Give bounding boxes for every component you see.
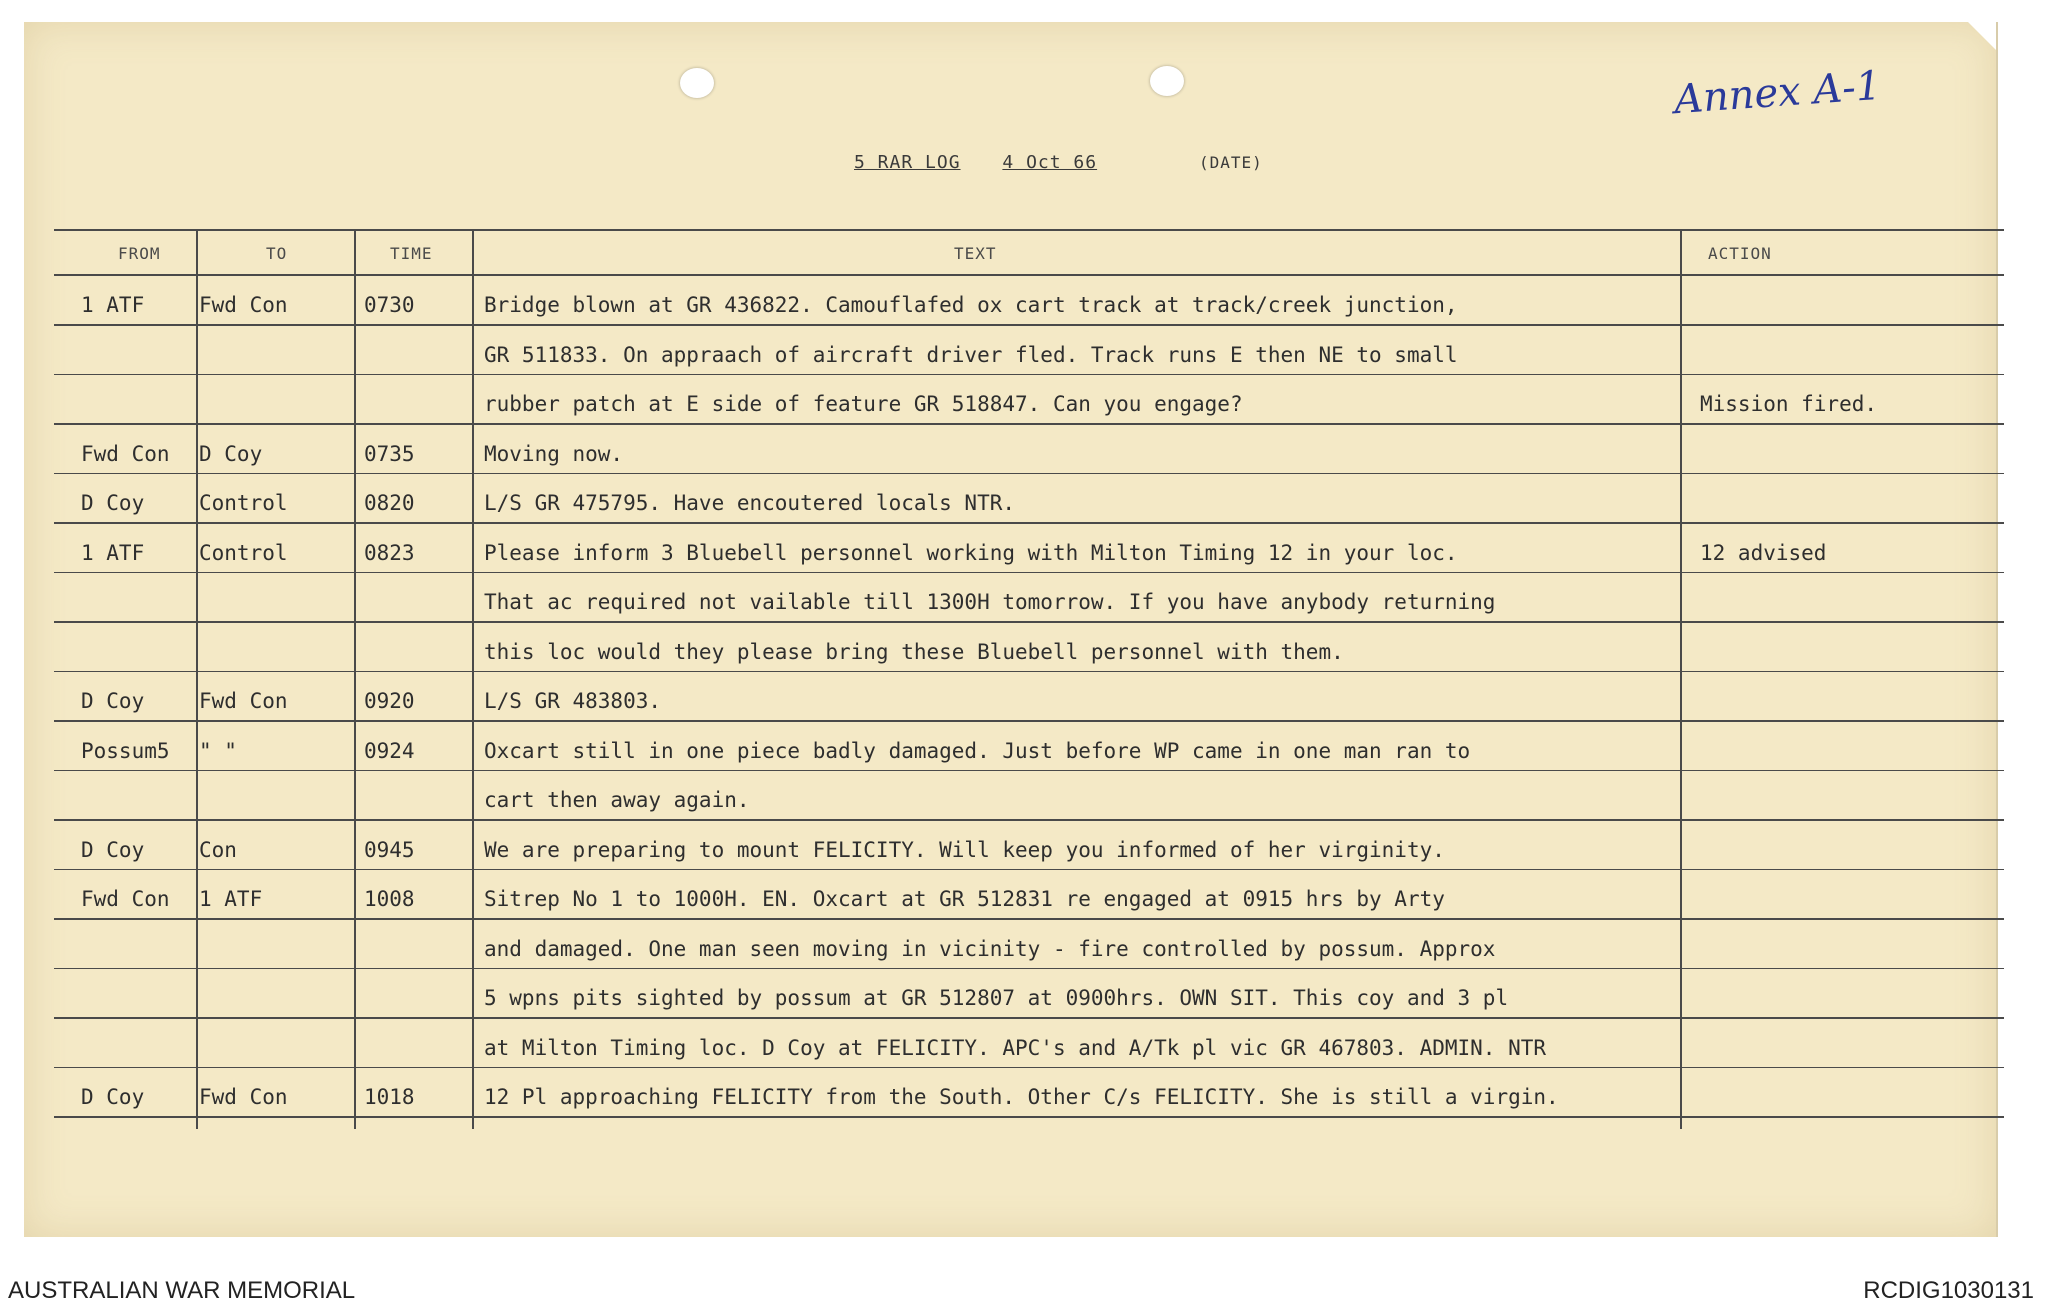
row-time: 1008 xyxy=(364,887,415,911)
row-rule xyxy=(54,1067,2004,1069)
row-text: cart then away again. xyxy=(484,788,750,812)
row-rule xyxy=(54,473,2004,475)
row-rule xyxy=(54,423,2004,425)
table-row xyxy=(24,475,1996,525)
row-rule xyxy=(54,374,2004,376)
row-from: D Coy xyxy=(81,1085,145,1109)
row-to: Fwd Con xyxy=(199,293,288,317)
row-to: Fwd Con xyxy=(199,689,288,713)
row-rule xyxy=(54,1116,2004,1118)
row-rule xyxy=(54,720,2004,722)
date-label: (DATE) xyxy=(1198,153,1263,172)
row-time: 0823 xyxy=(364,540,415,565)
row-text: L/S GR 475795. Have encoutered locals NTR. xyxy=(484,491,1016,515)
table-row xyxy=(24,723,1996,773)
log-header xyxy=(854,152,1263,173)
table-row xyxy=(24,277,1996,327)
row-text: 5 wpns pits sighted by possum at GR 512807 at 0900hrs. OWN SIT. This coy and 3 pl xyxy=(484,986,1509,1010)
row-from: Possum5 xyxy=(81,738,170,763)
row-time: 0924 xyxy=(364,738,415,763)
row-text: Moving now. xyxy=(484,441,624,466)
log-date: 4 Oct 66 xyxy=(1002,152,1098,173)
row-rule xyxy=(54,770,2004,772)
table-top-rule xyxy=(54,229,2004,231)
row-rule xyxy=(54,621,2004,623)
row-text: Please inform 3 Bluebell personnel working with Milton Timing 12 in your loc. xyxy=(484,540,1458,565)
row-text: this loc would they please bring these Bluebell personnel with them. xyxy=(484,639,1344,664)
col-header-time: TIME xyxy=(390,244,433,263)
table-row xyxy=(24,327,1996,377)
table-row xyxy=(24,426,1996,476)
row-rule xyxy=(54,572,2004,574)
table-row xyxy=(24,624,1996,674)
row-time: 0735 xyxy=(364,441,415,466)
row-text: rubber patch at E side of feature GR 518847. Can you engage? xyxy=(484,392,1243,416)
table-row xyxy=(24,1020,1996,1070)
row-action: Mission fired. xyxy=(1700,392,1878,416)
row-from: Fwd Con xyxy=(81,887,170,911)
folded-corner xyxy=(1968,22,1996,50)
row-text: at Milton Timing loc. D Coy at FELICITY. APC's and A/Tk pl vic GR 467803. ADMIN. NTR xyxy=(484,1035,1547,1060)
table-row xyxy=(24,574,1996,624)
row-time: 0820 xyxy=(364,491,415,515)
row-rule xyxy=(54,671,2004,673)
row-from: D Coy xyxy=(81,837,145,862)
row-to: 1 ATF xyxy=(199,887,263,911)
col-header-from: FROM xyxy=(118,244,161,263)
row-from: Fwd Con xyxy=(81,441,170,466)
row-to: Control xyxy=(199,491,288,515)
log-sheet xyxy=(24,22,1998,1237)
row-to: Control xyxy=(199,540,288,565)
col-header-action: ACTION xyxy=(1708,244,1772,263)
row-time: 1018 xyxy=(364,1085,415,1109)
row-to: " " xyxy=(199,738,237,763)
row-text: That ac required not vailable till 1300H tomorrow. If you have anybody returning xyxy=(484,590,1496,614)
table-row xyxy=(24,525,1996,575)
row-text: Oxcart still in one piece badly damaged. Just before WP came in one man ran to xyxy=(484,738,1471,763)
table-row xyxy=(24,822,1996,872)
table-row xyxy=(24,673,1996,723)
table-row xyxy=(24,1069,1996,1119)
row-text: GR 511833. On appraach of aircraft driver fled. Track runs E then NE to small xyxy=(484,342,1458,367)
row-rule xyxy=(54,324,2004,326)
row-to: Fwd Con xyxy=(199,1085,288,1109)
table-row xyxy=(24,871,1996,921)
table-row xyxy=(24,921,1996,971)
row-rule xyxy=(54,1017,2004,1019)
row-text: Bridge blown at GR 436822. Camouflafed ox cart track at track/creek junction, xyxy=(484,293,1458,317)
col-header-text: TEXT xyxy=(954,244,997,263)
row-text: and damaged. One man seen moving in vicinity - fire controlled by possum. Approx xyxy=(484,936,1496,961)
row-from: 1 ATF xyxy=(81,293,145,317)
table-row xyxy=(24,772,1996,822)
row-from: D Coy xyxy=(81,491,145,515)
table-row xyxy=(24,970,1996,1020)
row-time: 0920 xyxy=(364,689,415,713)
header-rule xyxy=(54,274,2004,276)
row-text: 12 Pl approaching FELICITY from the South. Other C/s FELICITY. She is still a virgin. xyxy=(484,1085,1559,1109)
row-to: D Coy xyxy=(199,441,263,466)
row-from: D Coy xyxy=(81,689,145,713)
footer-id: RCDIG1030131 xyxy=(1863,1277,2034,1304)
row-rule xyxy=(54,918,2004,920)
row-time: 0730 xyxy=(364,293,415,317)
row-rule xyxy=(54,869,2004,871)
log-title: 5 RAR LOG xyxy=(854,152,961,173)
table-row xyxy=(24,376,1996,426)
row-action: 12 advised xyxy=(1700,540,1827,565)
row-rule xyxy=(54,522,2004,524)
row-rule xyxy=(54,968,2004,970)
row-to: Con xyxy=(199,837,237,862)
col-header-to: TO xyxy=(266,244,288,263)
footer-source: AUSTRALIAN WAR MEMORIAL xyxy=(8,1277,356,1304)
row-time: 0945 xyxy=(364,837,415,862)
row-rule xyxy=(54,819,2004,821)
row-text: We are preparing to mount FELICITY. Will keep you informed of her virginity. xyxy=(484,837,1445,862)
punch-hole xyxy=(1150,66,1184,96)
row-text: L/S GR 483803. xyxy=(484,689,662,713)
row-from: 1 ATF xyxy=(81,540,145,565)
punch-hole xyxy=(680,68,714,98)
row-text: Sitrep No 1 to 1000H. EN. Oxcart at GR 512831 re engaged at 0915 hrs by Arty xyxy=(484,887,1445,911)
handwritten-annotation: Annex A-1 xyxy=(1672,62,1883,124)
